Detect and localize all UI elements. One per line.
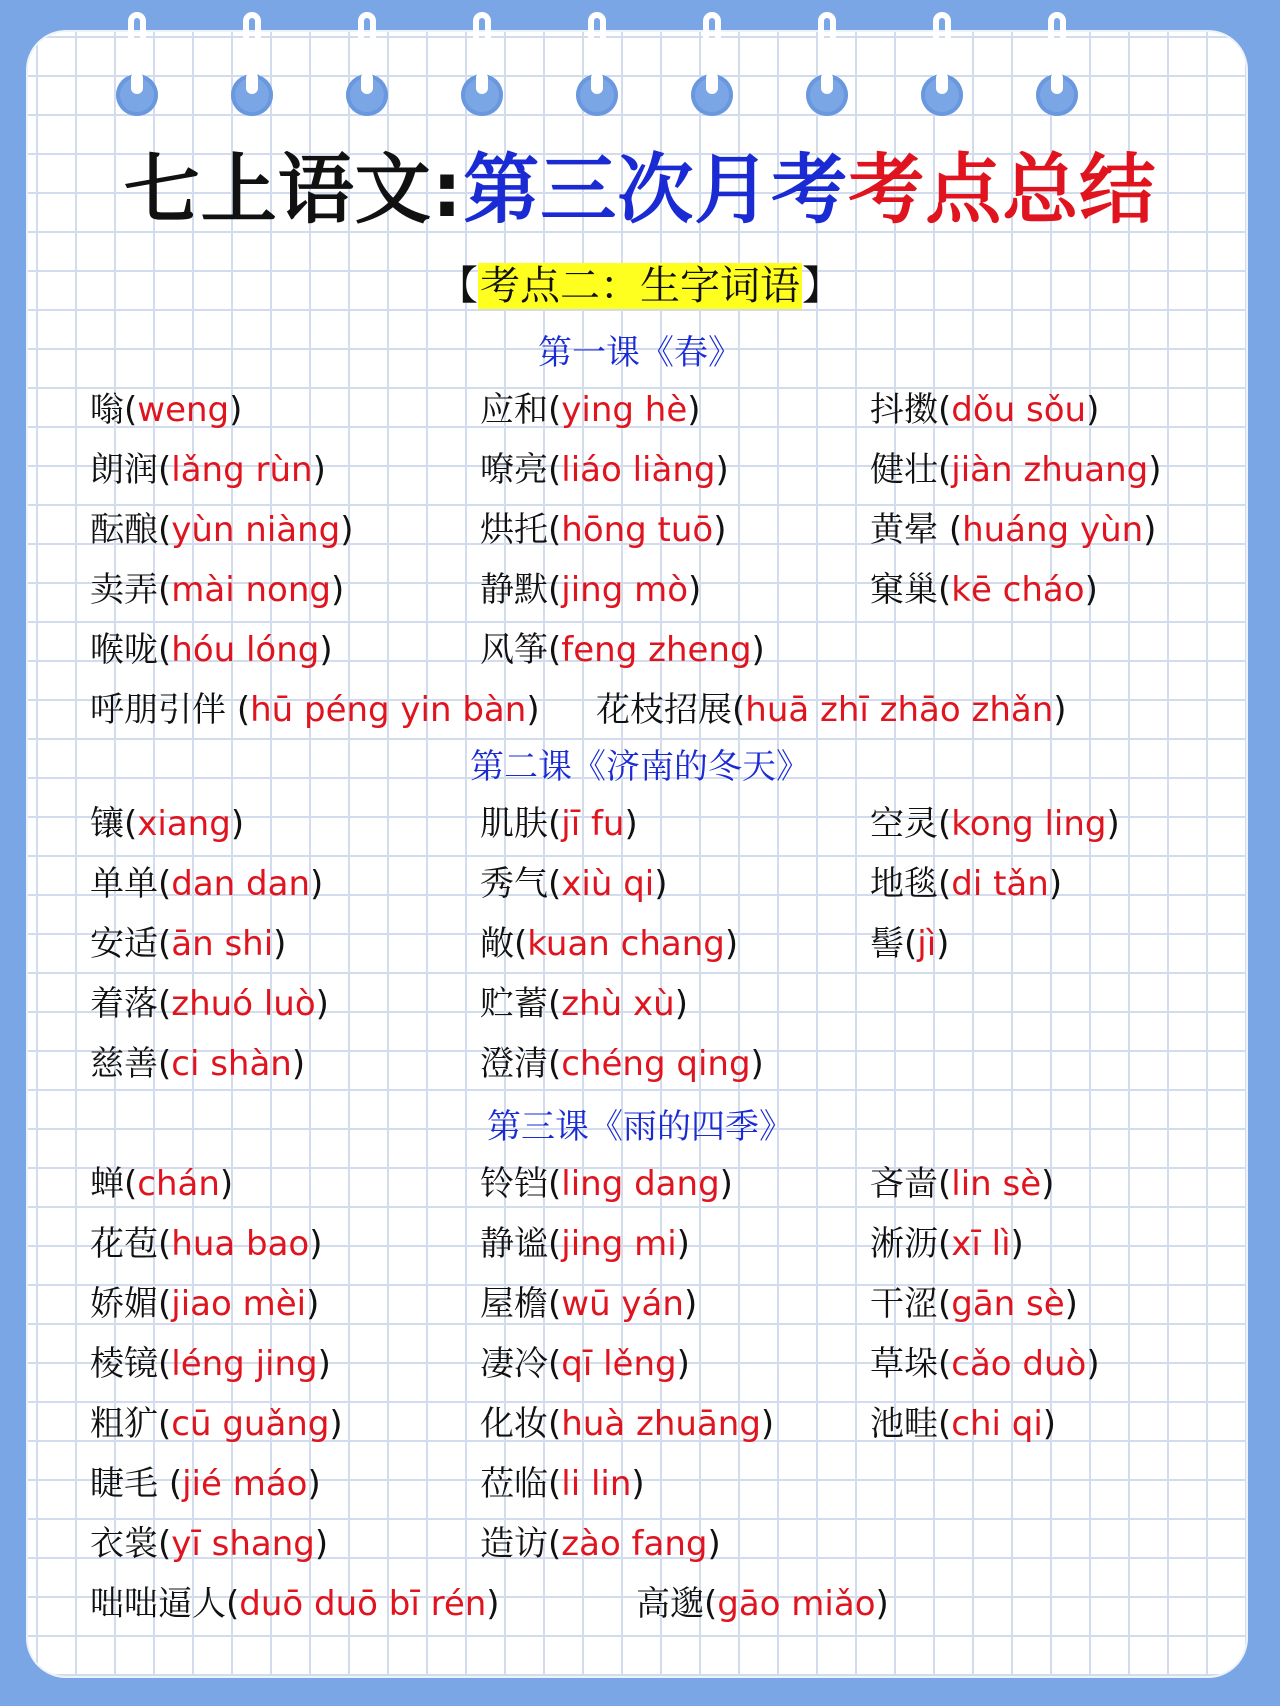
vocab-pinyin: kē cháo [951,570,1085,610]
vocab-item: 风筝(feng zheng) [480,630,765,670]
vocab-pinyin: ān shi [171,924,274,964]
vocab-word: 敞 [480,924,514,964]
vocab-word: 酝酿 [90,510,158,550]
vocab-word: 秀气 [480,864,548,904]
vocab-pinyin: jiàn zhuang [951,450,1149,490]
vocab-item: 嗡(weng) [90,390,243,430]
binder-ring [806,12,848,120]
vocab-pinyin: huà zhuāng [561,1404,761,1444]
vocab-item: 草垛(cǎo duò) [870,1344,1100,1384]
title-summary: 考点总结 [848,145,1157,234]
vocab-word: 卖弄 [90,570,158,610]
vocab-pinyin: cū guǎng [171,1404,330,1444]
vocab-pinyin: huáng yùn [962,510,1144,550]
vocab-word: 娇媚 [90,1284,158,1324]
section-subtitle [0,258,1280,314]
vocab-item: 静谧(jing mi) [480,1224,690,1264]
vocab-item: 应和(ying hè) [480,390,701,430]
vocab-row [0,562,1280,618]
vocab-item: 高邈(gāo miǎo) [636,1584,889,1624]
vocab-row [0,1516,1280,1572]
vocab-item: 澄清(chéng qing) [480,1044,764,1084]
vocab-item: 着落(zhuó luò) [90,984,329,1024]
vocab-pinyin: kuan chang [527,924,725,964]
vocab-item: 敞(kuan chang) [480,924,739,964]
vocab-item: 棱镜(léng jing) [90,1344,331,1384]
vocab-pinyin: feng zheng [561,630,752,670]
vocab-item: 单单(dan dan) [90,864,324,904]
binder-ring [116,12,158,120]
vocab-word: 健壮 [870,450,938,490]
vocab-word: 单单 [90,864,158,904]
vocab-pinyin: léng jing [171,1344,318,1384]
lesson-heading: 第三课《雨的四季》 [487,1107,793,1147]
vocab-pinyin: di tǎn [951,864,1049,904]
vocab-item: 朗润(lǎng rùn) [90,450,326,490]
vocab-pinyin: zào fang [561,1524,708,1564]
vocab-item: 屋檐(wū yán) [480,1284,698,1324]
vocab-pinyin: dan dan [171,864,311,904]
vocab-word: 黄晕 [870,510,949,550]
vocab-item: 安适(ān shi) [90,924,287,964]
vocab-word: 风筝 [480,630,548,670]
vocab-item: 空灵(kong ling) [870,804,1120,844]
vocab-item: 卖弄(mài nong) [90,570,345,610]
vocab-word: 高邈 [636,1584,704,1624]
vocab-word: 粗犷 [90,1404,158,1444]
vocab-word: 莅临 [480,1464,548,1504]
vocab-word: 安适 [90,924,158,964]
vocab-word: 静谧 [480,1224,548,1264]
title-exam: 第三次月考 [463,145,849,234]
vocab-pinyin: hóu lóng [171,630,320,670]
vocab-row [0,682,1280,738]
binder-ring [231,12,273,120]
vocab-pinyin: jiao mèi [171,1284,307,1324]
vocab-pinyin: ci shàn [171,1044,292,1084]
vocab-pinyin: jié máo [182,1464,308,1504]
vocab-pinyin: dǒu sǒu [951,390,1087,430]
vocab-pinyin: ying hè [561,390,688,430]
vocab-word: 吝啬 [870,1164,938,1204]
vocab-row [0,1276,1280,1332]
vocab-word: 抖擞 [870,390,938,430]
vocab-word: 嗡 [90,390,124,430]
vocab-item: 慈善(ci shàn) [90,1044,306,1084]
vocab-item: 造访(zào fang) [480,1524,721,1564]
vocab-pinyin: wū yán [561,1284,684,1324]
vocab-pinyin: mài nong [171,570,331,610]
vocab-word: 肌肤 [480,804,548,844]
vocab-item: 肌肤(jī fu) [480,804,638,844]
binder-ring [346,12,388,120]
vocab-word: 窠巢 [870,570,938,610]
vocab-pinyin: liáo liàng [561,450,716,490]
vocab-word: 棱镜 [90,1344,158,1384]
vocab-item: 烘托(hōng tuō) [480,510,727,550]
vocab-pinyin: lǎng rùn [171,450,313,490]
vocab-word: 慈善 [90,1044,158,1084]
vocab-item: 贮蓄(zhù xù) [480,984,688,1024]
binder-ring [691,12,733,120]
subtitle-bracket-close: 】 [802,263,842,309]
vocab-word: 睫毛 [90,1464,169,1504]
vocab-pinyin: chi qi [951,1404,1043,1444]
vocab-item: 髻(jì) [870,924,950,964]
vocab-word: 造访 [480,1524,548,1564]
page-title [0,140,1280,240]
vocab-word: 静默 [480,570,548,610]
vocab-word: 干涩 [870,1284,938,1324]
vocab-pinyin: yùn niàng [171,510,341,550]
vocab-pinyin: chán [137,1164,220,1204]
vocab-pinyin: zhù xù [561,984,675,1024]
vocab-word: 铃铛 [480,1164,548,1204]
vocab-word: 屋檐 [480,1284,548,1324]
vocab-word: 咄咄逼人 [90,1584,226,1624]
vocab-word: 髻 [870,924,904,964]
vocab-item: 娇媚(jiao mèi) [90,1284,320,1324]
vocab-pinyin: jing mò [561,570,689,610]
vocab-pinyin: hū péng yin bàn [250,690,527,730]
vocab-item: 窠巢(kē cháo) [870,570,1098,610]
vocab-row [0,856,1280,912]
vocab-word: 镶 [90,804,124,844]
vocab-item: 酝酿(yùn niàng) [90,510,354,550]
subtitle-highlight: 考点二：生字词语 [480,263,800,309]
vocab-item: 咄咄逼人(duō duō bī rén) [90,1584,500,1624]
vocab-item: 健壮(jiàn zhuang) [870,450,1162,490]
binder-ring [921,12,963,120]
title-subject: 七上语文: [123,145,464,234]
vocab-pinyin: cǎo duò [951,1344,1087,1384]
vocab-pinyin: yī shang [171,1524,315,1564]
vocab-word: 着落 [90,984,158,1024]
vocab-item: 粗犷(cū guǎng) [90,1404,343,1444]
vocab-pinyin: ling dang [561,1164,720,1204]
vocab-pinyin: xī lì [951,1224,1011,1264]
vocab-item: 秀气(xiù qi) [480,864,668,904]
vocab-pinyin: weng [137,390,230,430]
vocab-item: 凄冷(qī lěng) [480,1344,690,1384]
vocab-pinyin: gān sè [951,1284,1065,1324]
vocab-word: 朗润 [90,450,158,490]
vocab-pinyin: hua bao [171,1224,310,1264]
vocab-item: 淅沥(xī lì) [870,1224,1024,1264]
vocab-row [0,1576,1280,1632]
vocab-word: 烘托 [480,510,548,550]
vocab-row [0,1336,1280,1392]
vocab-word: 嘹亮 [480,450,548,490]
vocab-item: 池畦(chi qi) [870,1404,1057,1444]
binder-ring [576,12,618,120]
vocab-word: 澄清 [480,1044,548,1084]
vocab-word: 应和 [480,390,548,430]
vocab-item: 呼朋引伴 (hū péng yin bàn) [90,690,540,730]
vocab-pinyin: hōng tuō [561,510,714,550]
vocab-pinyin: jī fu [561,804,625,844]
vocab-item: 蝉(chán) [90,1164,234,1204]
lesson-heading: 第二课《济南的冬天》 [470,747,810,787]
vocab-row [0,1396,1280,1452]
vocab-item: 吝啬(lin sè) [870,1164,1055,1204]
binder-ring [1036,12,1078,120]
vocab-pinyin: kong ling [951,804,1107,844]
vocab-item: 静默(jing mò) [480,570,702,610]
vocab-word: 化妆 [480,1404,548,1444]
lesson-heading: 第一课《春》 [538,333,742,373]
vocab-item: 镶(xiang) [90,804,245,844]
vocab-item: 黄晕 (huáng yùn) [870,510,1157,550]
vocab-word: 凄冷 [480,1344,548,1384]
vocab-row [0,442,1280,498]
vocab-item: 铃铛(ling dang) [480,1164,733,1204]
vocab-row [0,976,1280,1032]
vocab-item: 衣裳(yī shang) [90,1524,329,1564]
vocab-word: 呼朋引伴 [90,690,237,730]
vocab-item: 地毯(di tǎn) [870,864,1063,904]
vocab-word: 空灵 [870,804,938,844]
vocab-word: 花苞 [90,1224,158,1264]
vocab-row [0,502,1280,558]
vocab-word: 花枝招展 [596,690,732,730]
vocab-pinyin: jing mi [561,1224,677,1264]
subtitle-bracket-open: 【 [438,263,478,309]
vocab-word: 池畦 [870,1404,938,1444]
vocab-word: 贮蓄 [480,984,548,1024]
vocab-row [0,1036,1280,1092]
vocab-item: 化妆(huà zhuāng) [480,1404,775,1444]
vocab-row [0,916,1280,972]
vocab-word: 喉咙 [90,630,158,670]
vocab-word: 淅沥 [870,1224,938,1264]
binder-ring [461,12,503,120]
vocab-row [0,1156,1280,1212]
vocab-row [0,1456,1280,1512]
vocab-row [0,796,1280,852]
vocab-item: 喉咙(hóu lóng) [90,630,333,670]
vocab-pinyin: duō duō bī rén [239,1584,487,1624]
vocab-item: 抖擞(dǒu sǒu) [870,390,1100,430]
vocab-row [0,622,1280,678]
vocab-pinyin: huā zhī zhāo zhǎn [745,690,1054,730]
vocab-pinyin: jì [917,924,937,964]
vocab-item: 嘹亮(liáo liàng) [480,450,729,490]
vocab-pinyin: xiù qi [561,864,655,904]
vocab-word: 地毯 [870,864,938,904]
vocab-word: 草垛 [870,1344,938,1384]
vocab-pinyin: li lin [561,1464,632,1504]
vocab-item: 花苞(hua bao) [90,1224,323,1264]
vocab-pinyin: lin sè [951,1164,1042,1204]
vocab-item: 莅临(li lin) [480,1464,645,1504]
vocab-pinyin: zhuó luò [171,984,316,1024]
vocab-item: 干涩(gān sè) [870,1284,1078,1324]
vocab-word: 衣裳 [90,1524,158,1564]
vocab-item: 花枝招展(huā zhī zhāo zhǎn) [596,690,1067,730]
vocab-item: 睫毛 (jié máo) [90,1464,321,1504]
vocab-row [0,382,1280,438]
vocab-pinyin: chéng qing [561,1044,751,1084]
vocab-row [0,1216,1280,1272]
vocab-pinyin: xiang [137,804,231,844]
vocab-pinyin: gāo miǎo [717,1584,876,1624]
vocab-word: 蝉 [90,1164,124,1204]
vocab-pinyin: qī lěng [561,1344,677,1384]
